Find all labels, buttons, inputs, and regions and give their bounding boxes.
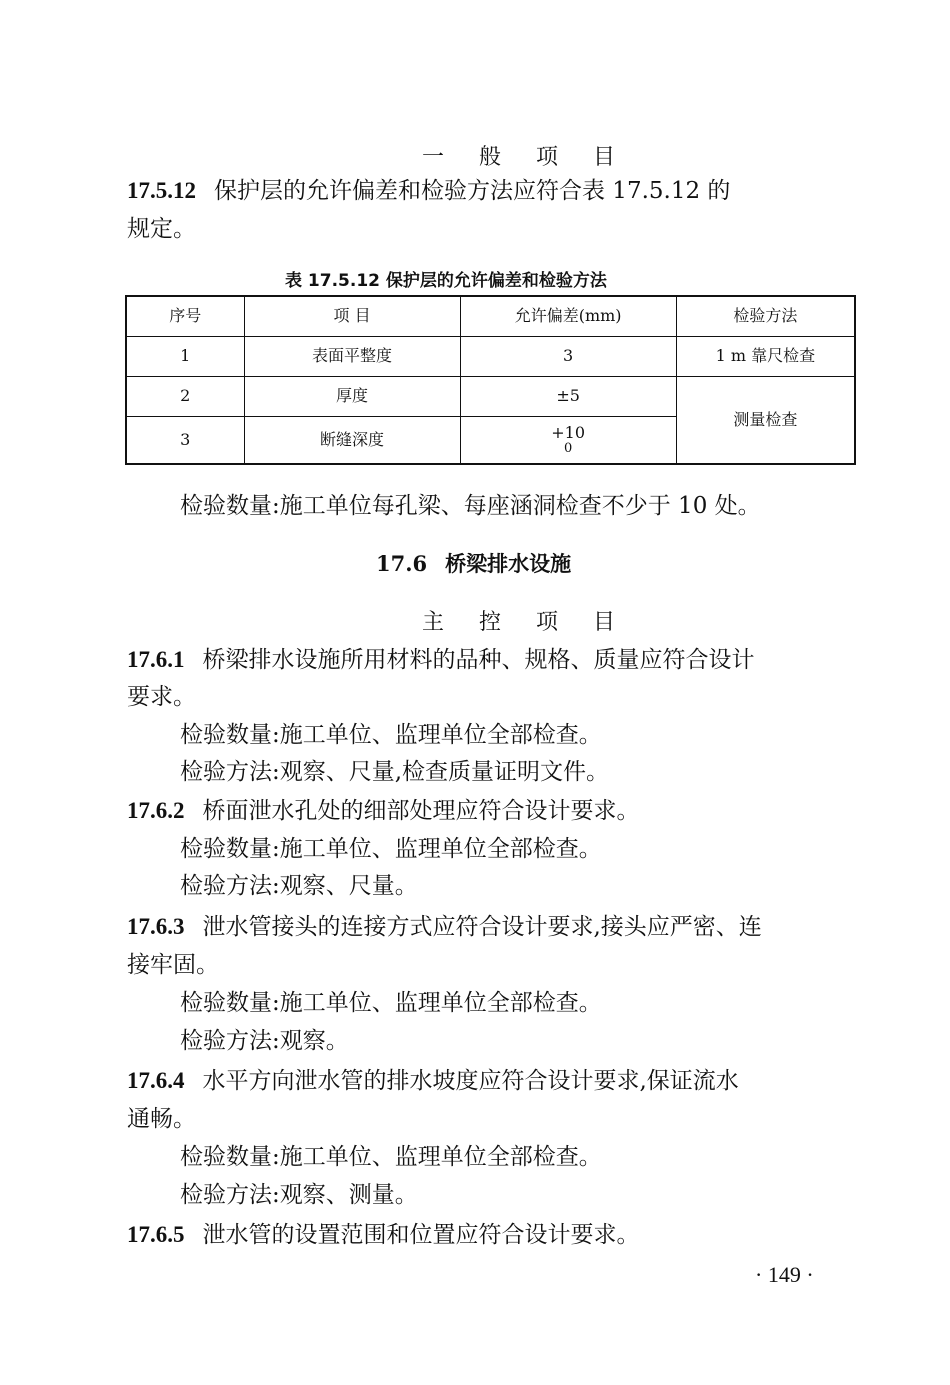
cell-item: 厚度 bbox=[244, 376, 460, 416]
clause-number: 17.6.2 bbox=[127, 798, 185, 823]
header-cell: 检验方法 bbox=[676, 296, 855, 336]
clause-17-6-4-quantity: 检验数量:施工单位、监理单位全部检查。 bbox=[180, 1144, 602, 1170]
clause-17-6-1-quantity: 检验数量:施工单位、监理单位全部检查。 bbox=[180, 722, 602, 748]
clause-number: 17.5.12 bbox=[127, 178, 196, 203]
cell-item: 表面平整度 bbox=[244, 336, 460, 376]
cell-no: 3 bbox=[126, 416, 244, 464]
page-number: · 149 · bbox=[755, 1262, 814, 1287]
clause-17-6-3-quantity: 检验数量:施工单位、监理单位全部检查。 bbox=[180, 990, 602, 1016]
clause-17-6-5-line1 bbox=[127, 1220, 640, 1250]
cell-tolerance: 3 bbox=[460, 336, 676, 376]
section-title-main: 主 控 项 目 bbox=[422, 610, 629, 635]
clause-text: 桥梁排水设施所用材料的品种、规格、质量应符合设计 bbox=[202, 647, 755, 673]
clause-text: 桥面泄水孔处的细部处理应符合设计要求。 bbox=[202, 798, 640, 824]
clause-17-6-1-line2: 要求。 bbox=[127, 684, 196, 710]
clause-number: 17.6.1 bbox=[127, 647, 185, 672]
header-cell: 允许偏差(mm) bbox=[460, 296, 676, 336]
clause-17-6-1-line1 bbox=[127, 645, 755, 675]
clause-text: 泄水管的设置范围和位置应符合设计要求。 bbox=[202, 1222, 640, 1248]
cell-tolerance: ±5 bbox=[460, 376, 676, 416]
clause-17-6-2-line1 bbox=[127, 796, 640, 826]
table-caption: 表 17.5.12 保护层的允许偏差和检验方法 bbox=[285, 271, 607, 291]
section-title: 桥梁排水设施 bbox=[445, 551, 572, 576]
inspection-quantity-17-5-12: 检验数量:施工单位每孔梁、每座涵洞检查不少于 10 处。 bbox=[180, 493, 761, 519]
clause-17-6-3-line1 bbox=[127, 912, 762, 942]
clause-17-6-3-method: 检验方法:观察。 bbox=[180, 1028, 349, 1054]
clause-number: 17.6.5 bbox=[127, 1222, 185, 1247]
clause-number: 17.6.3 bbox=[127, 914, 185, 939]
cell-tolerance-range bbox=[460, 416, 676, 464]
section-number: 17.6 bbox=[376, 551, 428, 576]
clause-17-6-4-line1 bbox=[127, 1066, 739, 1096]
tolerance-table bbox=[125, 295, 856, 465]
table-header-row bbox=[126, 296, 855, 336]
tolerance-upper: +10 bbox=[551, 422, 586, 442]
cell-no: 2 bbox=[126, 376, 244, 416]
cell-method: 1 m 靠尺检查 bbox=[676, 336, 855, 376]
clause-17-6-2-quantity: 检验数量:施工单位、监理单位全部检查。 bbox=[180, 836, 602, 862]
clause-17-6-3-line2: 接牢固。 bbox=[127, 952, 219, 978]
section-heading-17-6 bbox=[376, 548, 571, 578]
cell-method-merged: 测量检查 bbox=[676, 376, 855, 464]
clause-text: 水平方向泄水管的排水坡度应符合设计要求,保证流水 bbox=[202, 1068, 739, 1094]
section-title-general: 一 般 项 目 bbox=[422, 145, 629, 170]
clause-number: 17.6.4 bbox=[127, 1068, 185, 1093]
header-cell: 项 目 bbox=[244, 296, 460, 336]
clause-17-5-12-line2: 规定。 bbox=[127, 216, 196, 242]
tolerance-lower: 0 bbox=[564, 440, 573, 456]
header-cell: 序号 bbox=[126, 296, 244, 336]
table-row bbox=[126, 336, 855, 376]
table-row bbox=[126, 376, 855, 416]
cell-no: 1 bbox=[126, 336, 244, 376]
cell-item: 断缝深度 bbox=[244, 416, 460, 464]
clause-17-6-4-line2: 通畅。 bbox=[127, 1106, 196, 1132]
clause-17-6-1-method: 检验方法:观察、尺量,检查质量证明文件。 bbox=[180, 759, 610, 785]
clause-17-5-12-line1 bbox=[127, 176, 730, 206]
clause-text: 泄水管接头的连接方式应符合设计要求,接头应严密、连 bbox=[202, 914, 762, 940]
clause-17-6-4-method: 检验方法:观察、测量。 bbox=[180, 1182, 418, 1208]
clause-17-6-2-method: 检验方法:观察、尺量。 bbox=[180, 873, 418, 899]
clause-text: 保护层的允许偏差和检验方法应符合表 17.5.12 的 bbox=[214, 178, 731, 204]
